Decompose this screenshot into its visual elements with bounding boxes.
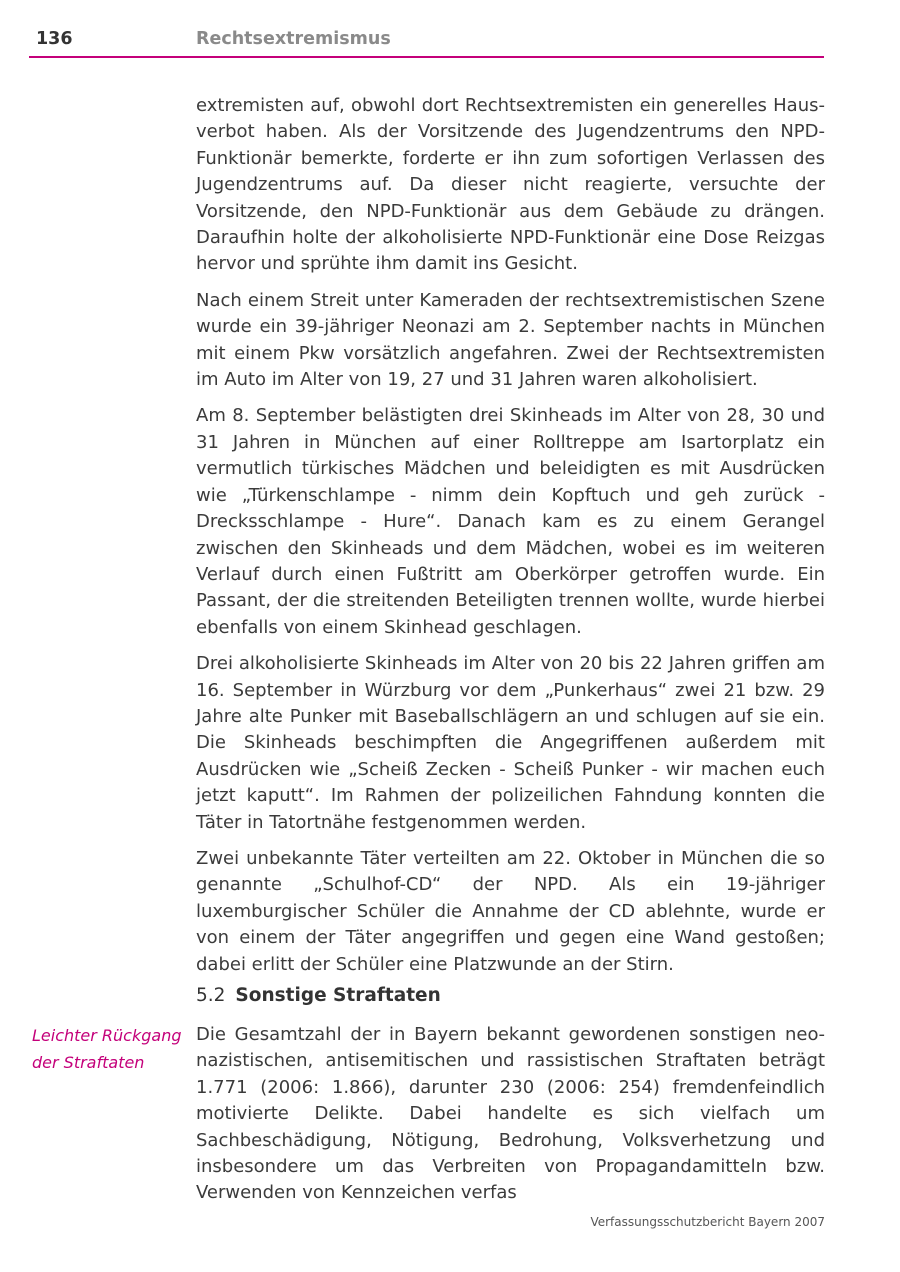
section-paragraph: Die Gesamtzahl der in Bayern bekannt gewordenen sonstigen neonazistischen, antisemitischen und rassistischen Straftaten beträgt 1.771 (2006: 1.866), darunter 230 (2006: 254) fremdenfeindlich motivierte Delikte. Dabei handelte es sich vielfach um Sachbeschädigung, Nötigung, Bedrohung, Volksverhetzung und insbesondere um das Verbreiten von Propagandamitteln bzw. Verwenden von Kennzeichen verfas xyxy=(196,1024,825,1204)
page-footer: Verfassungsschutzbericht Bayern 2007 xyxy=(590,1215,825,1229)
page-header xyxy=(0,0,900,60)
section-heading xyxy=(196,985,441,1006)
page-number: 136 xyxy=(36,29,73,49)
margin-note xyxy=(32,1023,187,1076)
section-number: 5.2 xyxy=(196,985,226,1006)
paragraph: Am 8. September belästigten drei Skinheads im Alter von 28, 30 und 31 Jahren in München auf einer Rolltreppe am Isartorplatz ein vermutlich türkisches Mädchen und beleidigten es mit Ausdrücken wie „Türkenschlampe - nimm dein Kopftuch und geh zurück - Drecksschlampe - Hure“. Danach kam es zu einem Gerangel zwischen den Skinheads und dem Mädchen, wobei es im weiteren Verlauf durch einen Fußtritt am Oberkörper getroffen wurde. Ein Passant, der die streitenden Beteiligten trennen wollte, wurde hierbei ebenfalls von einem Skinhead geschlagen. xyxy=(196,405,825,638)
margin-note-line: der Straftaten xyxy=(32,1052,145,1072)
margin-note-line: Leichter Rückgang xyxy=(32,1026,182,1045)
paragraph: Drei alkoholisierte Skinheads im Alter von 20 bis 22 Jahren griffen am 16. September in Würzburg vor dem „Punkerhaus“ zwei 21 bzw. 29 Jahre alte Punker mit Baseballschlägern an und schlugen auf sie ein. Die Skinheads beschimpften die Angegriffenen außerdem mit Ausdrücken wie „Scheiß Zecken - Scheiß Punker - wir machen euch jetzt kaputt“. Im Rahmen der polizeilichen Fahndung konnten die Täter in Tatortnähe festgenommen werden. xyxy=(196,653,825,833)
section-title: Sonstige Straftaten xyxy=(235,985,441,1006)
running-title: Rechtsextremismus xyxy=(196,29,391,49)
header-rule xyxy=(29,56,824,58)
paragraph: extremisten auf, obwohl dort Rechtsextremisten ein generelles Hausverbot haben. Als der Vorsitzende des Jugendzentrums den NPD-Funktionär bemerkte, forderte er ihn zum sofortigen Verlassen des Jugendzentrums auf. Da dieser nicht reagierte, versuchte der Vorsitzende, den NPD-Funktionär aus dem Gebäude zu drängen. Daraufhin holte der alkoholisierte NPD-Funktionär eine Dose Reizgas hervor und sprühte ihm damit ins Gesicht. xyxy=(196,95,825,275)
paragraph: Nach einem Streit unter Kameraden der rechtsextremistischen Szene wurde ein 39-jähriger Neonazi am 2. September nachts in München mit einem Pkw vorsätzlich angefahren. Zwei der Rechtsextremisten im Auto im Alter von 19, 27 und 31 Jahren waren alkoholisiert. xyxy=(196,289,825,391)
paragraph: Zwei unbekannte Täter verteilten am 22. Oktober in München die so genannte „Schulhof-CD“ der NPD. Als ein 19-jähriger luxemburgischer Schüler die Annahme der CD ablehnte, wurde er von einem der Täter angegriffen und gegen eine Wand gestoßen; dabei erlitt der Schüler eine Platzwunde an der Stirn. xyxy=(196,847,825,975)
body-text xyxy=(196,93,825,988)
